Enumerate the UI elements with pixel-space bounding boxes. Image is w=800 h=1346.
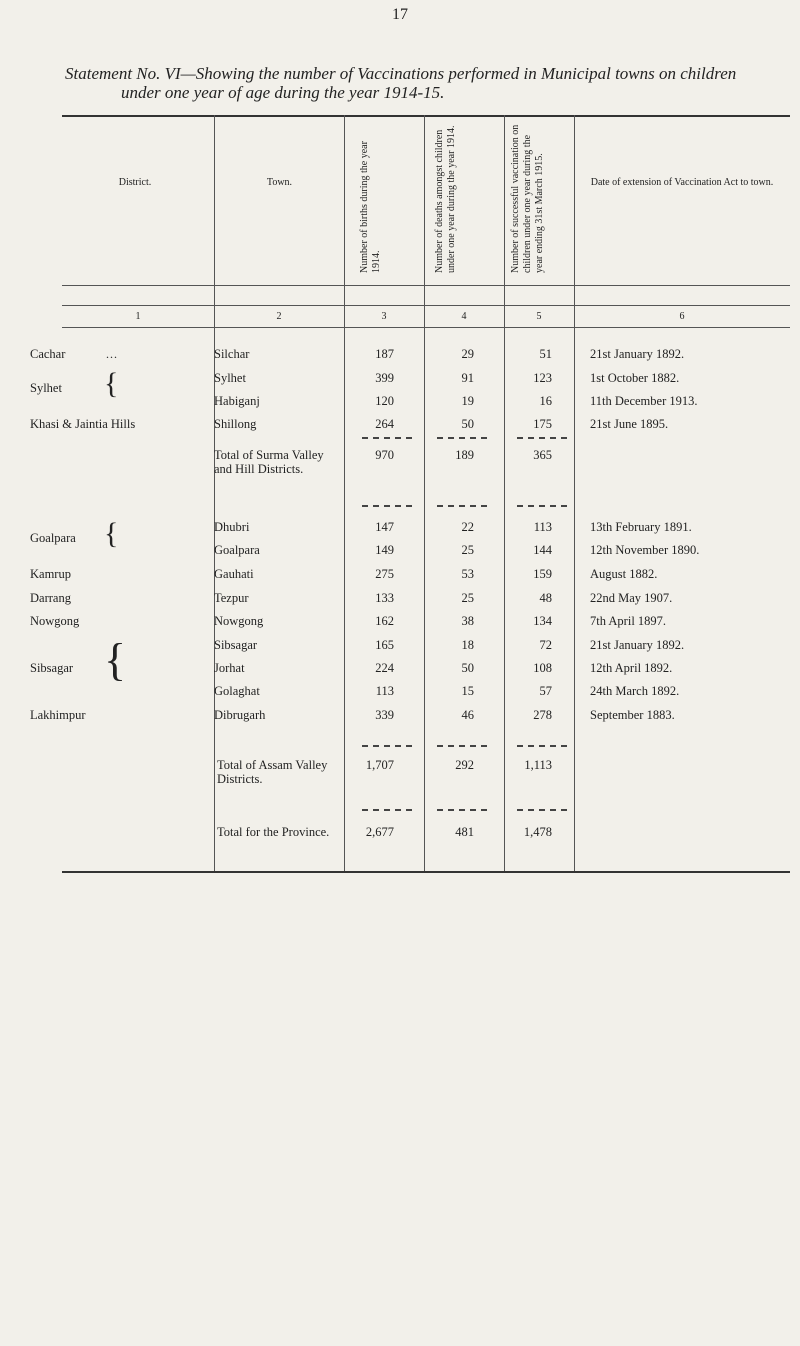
births-cell: 147 <box>375 520 394 534</box>
subtotal-surma-deaths: 189 <box>455 448 474 462</box>
vacc-cell: 48 <box>539 591 552 605</box>
vacc-cell: 175 <box>533 417 552 431</box>
district-cell: Sylhet <box>30 381 62 395</box>
colnum-4: 4 <box>461 311 467 322</box>
colnum-3: 3 <box>381 311 387 322</box>
vacc-cell: 51 <box>539 347 552 361</box>
deaths-cell: 29 <box>461 347 474 361</box>
vacc-cell: 134 <box>533 614 552 628</box>
header-births: Number of births during the year 1914. <box>359 141 382 273</box>
vacc-cell: 57 <box>539 684 552 698</box>
district-cell: Nowgong <box>30 614 80 628</box>
date-cell: 11th December 1913. <box>590 394 698 408</box>
title-line-1: Statement No. VI—Showing the number of Vaccinations performed in Municipal towns on children <box>65 64 737 83</box>
district-cell: Kamrup <box>30 567 71 581</box>
date-cell: 21st January 1892. <box>590 347 685 361</box>
births-cell: 339 <box>375 708 394 722</box>
colnum-6: 6 <box>679 311 685 322</box>
vacc-cell: 113 <box>533 520 552 534</box>
title-line-2: under one year of age during the year 1914-15. <box>121 83 445 102</box>
subtotal-assam-deaths: 292 <box>455 758 474 772</box>
town-cell: Shillong <box>214 417 257 431</box>
brace-goalpara: { <box>104 517 119 550</box>
town-cell: Sylhet <box>214 371 246 385</box>
leader-dots: ... <box>106 347 118 361</box>
dash-rule <box>517 809 567 811</box>
town-cell: Sibsagar <box>214 638 258 652</box>
brace-sibsagar: { <box>104 634 127 685</box>
vacc-cell: 72 <box>539 638 552 652</box>
date-cell: 22nd May 1907. <box>590 591 673 605</box>
date-cell: 21st January 1892. <box>590 638 685 652</box>
deaths-cell: 91 <box>461 371 474 385</box>
births-cell: 399 <box>375 371 394 385</box>
vacc-cell: 16 <box>539 394 552 408</box>
col-divider-5 <box>574 115 575 871</box>
town-cell: Silchar <box>214 347 250 361</box>
dash-rule <box>517 437 567 439</box>
dash-rule <box>517 745 567 747</box>
town-cell: Jorhat <box>214 661 245 675</box>
col-divider-1 <box>214 115 215 871</box>
subtotal-assam-vacc: 1,113 <box>524 758 552 772</box>
dash-rule <box>362 745 412 747</box>
deaths-cell: 22 <box>461 520 474 534</box>
district-cell: Lakhimpur <box>30 708 86 722</box>
dash-rule <box>437 745 487 747</box>
births-cell: 133 <box>375 591 394 605</box>
deaths-cell: 53 <box>461 567 474 581</box>
town-cell: Gauhati <box>214 567 254 581</box>
town-cell: Golaghat <box>214 684 260 698</box>
deaths-cell: 50 <box>461 417 474 431</box>
date-cell: 12th April 1892. <box>590 661 673 675</box>
statement-title <box>65 64 785 102</box>
date-cell: September 1883. <box>590 708 675 722</box>
dash-rule <box>362 809 412 811</box>
header-date-extension: Date of extension of Vaccination Act to town. <box>590 177 774 188</box>
district-cell: Cachar <box>30 347 66 361</box>
town-cell: Goalpara <box>214 543 260 557</box>
district-cell: Darrang <box>30 591 71 605</box>
subtotal-surma-label: Total of Surma Valley and Hill Districts. <box>214 448 324 476</box>
vacc-cell: 123 <box>533 371 552 385</box>
town-cell: Habiganj <box>214 394 260 408</box>
dash-rule <box>362 505 412 507</box>
dash-rule <box>437 809 487 811</box>
subtotal-assam-births: 1,707 <box>365 758 394 772</box>
table-bottom-rule <box>62 871 790 873</box>
deaths-cell: 25 <box>461 543 474 557</box>
date-cell: 7th April 1897. <box>590 614 667 628</box>
colnum-1: 1 <box>135 311 141 322</box>
header-town: Town. <box>266 177 293 188</box>
district-cell: Sibsagar <box>30 661 74 675</box>
births-cell: 165 <box>375 638 394 652</box>
header-deaths: Number of deaths amongst children under one year during the year 1914. <box>434 125 457 273</box>
header-bottom-rule <box>62 285 790 286</box>
district-cell: Goalpara <box>30 531 76 545</box>
header-district: District. <box>118 177 152 188</box>
deaths-cell: 50 <box>461 661 474 675</box>
town-cell: Nowgong <box>214 614 264 628</box>
date-cell: 21st June 1895. <box>590 417 669 431</box>
dash-rule <box>362 437 412 439</box>
births-cell: 162 <box>375 614 394 628</box>
births-cell: 149 <box>375 543 394 557</box>
brace-sylhet: { <box>104 367 119 400</box>
deaths-cell: 18 <box>461 638 474 652</box>
table-top-rule <box>62 115 790 117</box>
subtotal-assam-label: Total of Assam Valley Districts. <box>217 758 328 786</box>
town-cell: Dhubri <box>214 520 250 534</box>
vacc-cell: 108 <box>533 661 552 675</box>
subtotal-surma-births: 970 <box>375 448 394 462</box>
deaths-cell: 25 <box>461 591 474 605</box>
colnum-bottom-rule <box>62 327 790 328</box>
total-province-births: 2,677 <box>365 825 394 839</box>
dash-rule <box>437 437 487 439</box>
total-province-label: Total for the Province. <box>217 825 330 839</box>
births-cell: 187 <box>375 347 394 361</box>
deaths-cell: 38 <box>461 614 474 628</box>
vacc-cell: 144 <box>533 543 552 557</box>
births-cell: 113 <box>375 684 394 698</box>
town-cell: Dibrugarh <box>214 708 266 722</box>
date-cell: 1st October 1882. <box>590 371 680 385</box>
dash-rule <box>517 505 567 507</box>
vaccination-table <box>30 115 790 875</box>
births-cell: 120 <box>375 394 394 408</box>
page-number: 17 <box>392 6 408 23</box>
births-cell: 275 <box>375 567 394 581</box>
date-cell: 13th February 1891. <box>590 520 692 534</box>
colnum-5: 5 <box>536 311 542 322</box>
vacc-cell: 159 <box>533 567 552 581</box>
date-cell: August 1882. <box>590 567 658 581</box>
district-cell: Khasi & Jaintia Hills <box>30 417 136 431</box>
colnum-2: 2 <box>276 311 282 322</box>
deaths-cell: 15 <box>461 684 474 698</box>
vacc-cell: 278 <box>533 708 552 722</box>
births-cell: 224 <box>375 661 394 675</box>
town-cell: Tezpur <box>214 591 249 605</box>
date-cell: 24th March 1892. <box>590 684 680 698</box>
total-province-vacc: 1,478 <box>523 825 552 839</box>
colnum-top-rule <box>62 305 790 306</box>
deaths-cell: 19 <box>461 394 474 408</box>
births-cell: 264 <box>375 417 394 431</box>
dash-rule <box>437 505 487 507</box>
date-cell: 12th November 1890. <box>590 543 700 557</box>
header-vaccinations: Number of successful vaccination on children under one year during the year ending 31st March 1915. <box>510 124 545 273</box>
deaths-cell: 46 <box>461 708 474 722</box>
total-province-deaths: 481 <box>455 825 474 839</box>
subtotal-surma-vacc: 365 <box>533 448 552 462</box>
